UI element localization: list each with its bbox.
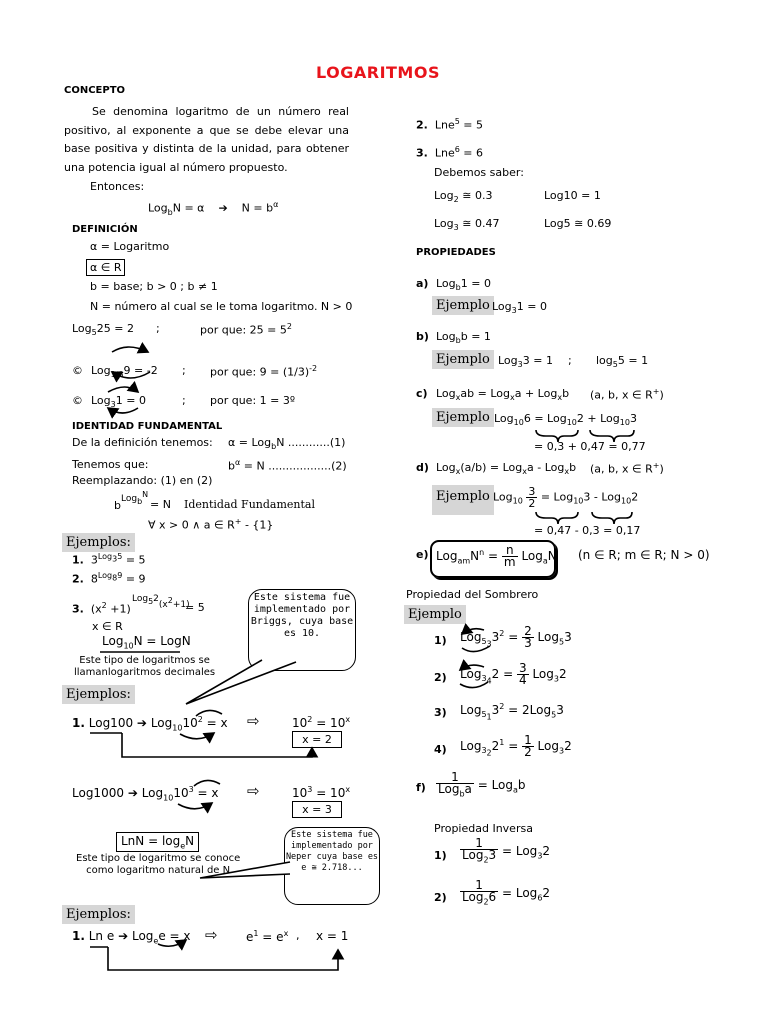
sombrero-1-label: 1) xyxy=(434,634,447,647)
concepto-heading: CONCEPTO xyxy=(64,85,126,96)
fraction: $\frac{1}{2}$ xyxy=(524,733,532,759)
identidad-line2: Tenemos que: xyxy=(72,458,149,471)
identity-formula: bLog$_b^N$ xyxy=(114,490,149,512)
prop-d-condition: (a, b, x ∈ R+) xyxy=(590,461,664,476)
prop-b-example: Log$_3$3 = 1 xyxy=(498,354,553,370)
ln-e-result: x = 1 xyxy=(316,929,349,943)
example-log3: Log$_3$1 = 0 xyxy=(91,394,146,410)
briggs-bubble: Este sistema fue implementado por Briggs, cuya base es 10. xyxy=(248,589,356,671)
sombrero-2: Log$_{3_4}$2 = $\frac{3}{4}$ Log$_3$2 xyxy=(460,661,567,687)
bullet-icon: © xyxy=(72,364,83,377)
inversa-1: $\frac{1}{Log_23}$ = Log$_3$2 xyxy=(462,836,551,865)
ejemplo-label: Ejemplo xyxy=(404,605,466,624)
inversa-1-label: 1) xyxy=(434,849,447,862)
page-title: LOGARITMOS xyxy=(316,63,440,82)
neper-bubble: Este sistema fue implementado por Neper cuya base es e ≅ 2.718... xyxy=(284,827,380,905)
propiedades-heading: PROPIEDADES xyxy=(416,247,496,258)
ejemplo-3-result: = 5 xyxy=(185,601,205,614)
prop-c-label: c) xyxy=(416,387,428,400)
ln-e-power: $e^1 = e^x$ xyxy=(246,929,289,944)
ln-e-sep: , xyxy=(296,929,300,942)
sombrero-heading: Propiedad del Sombrero xyxy=(406,588,539,601)
identidad-line2-formula: $b^\alpha = N$ ..................(2) xyxy=(228,458,347,473)
natural-note: Este tipo de logaritmo se conoce como logaritmo natural de N xyxy=(76,853,241,876)
log1000-example: Log1000 ➔ $Log_{10}10^3 = x$ xyxy=(72,785,219,803)
definicion-heading: DEFINICIÓN xyxy=(72,224,138,235)
prop-c-formula: Log$_x$ab = Log$_x$a + Log$_x$b xyxy=(436,387,570,403)
identidad-heading: IDENTIDAD FUNDAMENTAL xyxy=(72,421,223,432)
ln-definition-box: LnN = $\log_eN$ xyxy=(116,832,199,852)
sombrero-2-label: 2) xyxy=(434,671,447,684)
example-log3-reason: por que: 1 = 3º xyxy=(210,394,296,407)
definition-formula: Log$_b$N = α ➔ $N = b^\alpha$ xyxy=(148,200,279,217)
implies-icon: ⇨ xyxy=(247,712,260,730)
prop-d-example: Log$_{10}$ $\frac{3}{2}$ = Log$_{10}$3 - Log$_{10}$2 xyxy=(493,485,639,510)
prop-d-label: d) xyxy=(416,461,429,474)
example-log3-sep: ; xyxy=(182,394,186,407)
prop-f-formula: $\frac{1}{Log_ba}$ = Log$_a$b xyxy=(438,770,526,799)
implies-icon: ⇨ xyxy=(247,782,260,800)
bullet-icon: © xyxy=(72,394,83,407)
inversa-2-label: 2) xyxy=(434,891,447,904)
known-log3: Log$_3$ ≅ 0.47 xyxy=(434,217,500,233)
concepto-paragraph: Se denomina logaritmo de un número real positivo, al exponente a que se debe elevar una base positiva y distinta de la unidad, para obtener una potencia igual al número propuesto. xyxy=(64,105,349,174)
prop-e-label: e) xyxy=(416,548,429,561)
identidad-line3: Reemplazando: (1) en (2) xyxy=(72,474,213,487)
prop-c-condition: (a, b, x ∈ R+) xyxy=(590,387,664,402)
base-line: b = base; b > 0 ; b ≠ 1 xyxy=(90,280,218,293)
fraction: $\frac{1}{Log_ba}$ xyxy=(438,770,472,799)
ejemplo-3: 3. $(x^2 +1)$ xyxy=(72,601,131,616)
log10-definition: Log$_{10}$N = LogN xyxy=(102,634,191,651)
sombrero-1: $Log_{5_3}3^2$ = $\frac{2}{3}$ Log$_5$3 xyxy=(460,624,572,650)
fraction: $\frac{1}{Log_26}$ xyxy=(462,878,497,907)
prop-b-label: b) xyxy=(416,330,429,343)
fraction: $\frac{1}{Log_23}$ xyxy=(462,836,497,865)
prop-e-condition: (n ∈ R; m ∈ R; N > 0) xyxy=(578,548,710,562)
entonces-label: Entonces: xyxy=(90,180,145,193)
ejemplo-label: Ejemplo xyxy=(432,296,494,315)
fraction: $\frac{n}{m}$ xyxy=(503,543,516,569)
ejemplo-3-cond: x ∈ R xyxy=(92,620,123,633)
alpha-box: α ∈ R xyxy=(86,259,125,276)
prop-d-result: = 0,47 - 0,3 = 0,17 xyxy=(534,524,641,537)
identidad-line1: De la definición tenemos: xyxy=(72,436,213,449)
implies-icon: ⇨ xyxy=(205,926,218,944)
inversa-heading: Propiedad Inversa xyxy=(434,822,533,835)
ejemplo-label: Ejemplo xyxy=(432,408,494,427)
sombrero-4: $Log_{3_2}2^1$ = $\frac{1}{2}$ Log$_3$2 xyxy=(460,733,572,759)
ln-e-example: 1. Ln e ➔ Log$_e$e = x xyxy=(72,929,191,946)
log1000-power: $10^3 = 10^x$ xyxy=(292,785,351,800)
prop-e-formula: $Log_{am}N^n$ = $\frac{n}{m}$ Log$_a$N xyxy=(436,543,557,569)
example-log5-reason: por que: $25 = 5^2$ xyxy=(200,322,292,337)
n-line: N = número al cual se le toma logaritmo. N > 0 xyxy=(90,300,353,313)
prop-f-label: f) xyxy=(416,781,426,794)
fraction: $\frac{2}{3}$ xyxy=(524,624,532,650)
example-log13-sep: ; xyxy=(182,364,186,377)
ejemplo-1: 1. $3^{Log_35} = 5$ xyxy=(72,552,146,567)
example-log5-sep: ; xyxy=(156,322,160,335)
ejemplo-2: 2. $8^{Log_89} = 9$ xyxy=(72,571,146,586)
log1000-result-box: x = 3 xyxy=(292,801,342,818)
log100-power: $10^2 = 10^x$ xyxy=(292,715,351,730)
ejemplo-3-exponent: $Log_52(x^2+1)$ xyxy=(132,594,190,610)
ejemplos-heading-3: Ejemplos: xyxy=(62,905,135,924)
decimal-note: Este tipo de logaritmos se llamanlogaritmos decimales xyxy=(74,655,216,678)
known-log2: Log$_2$ ≅ 0.3 xyxy=(434,189,493,205)
ejemplos-heading: Ejemplos: xyxy=(62,533,135,552)
ejemplos-heading-2: Ejemplos: xyxy=(62,685,135,704)
fraction: $\frac{3}{4}$ xyxy=(518,661,527,687)
prop-d-formula: Log$_x$(a/b) = Log$_x$a - Log$_x$b xyxy=(436,461,577,477)
prop-a-label: a) xyxy=(416,277,429,290)
known-log10: Log10 = 1 xyxy=(544,189,601,202)
fraction: $\frac{3}{2}$ xyxy=(528,485,536,510)
identidad-line1-formula: α = Log$_b$N ............(1) xyxy=(228,436,346,452)
ejemplo-label: Ejemplo xyxy=(432,350,494,369)
example-log5: Log$_5$25 = 2 xyxy=(72,322,134,338)
example-log13: Log$_{1/3}$9 = -2 xyxy=(91,364,158,380)
log100-result-box: x = 2 xyxy=(292,731,342,748)
debemos-saber: Debemos saber: xyxy=(434,166,524,179)
inversa-2: $\frac{1}{Log_26}$ = Log$_6$2 xyxy=(462,878,551,907)
ejemplo-label: Ejemplo xyxy=(432,485,494,515)
prop-c-example: Log$_{10}$6 = Log$_{10}$2 + Log$_{10}$3 xyxy=(494,412,637,428)
sombrero-3: $Log_{5_1}3^2 = 2Log_53$ xyxy=(460,702,564,722)
right-example-3: 3. Lne$^6$ = 6 xyxy=(416,145,484,160)
sombrero-3-label: 3) xyxy=(434,706,447,719)
example-log13-reason: por que: $9 = (1/3)^{-2}$ xyxy=(210,364,318,379)
known-log5: Log5 ≅ 0.69 xyxy=(544,217,612,230)
identity-eq: = N xyxy=(150,498,171,511)
log100-example: 1. Log100 ➔ $Log_{10}10^2 = x$ xyxy=(72,715,228,733)
identity-condition: ∀ x > 0 ∧ a ∈ R+ - {1} xyxy=(148,517,274,532)
prop-b-example-2: $\log_55 = 1$ xyxy=(596,354,649,370)
prop-a-example: Log$_3$1 = 0 xyxy=(492,300,547,316)
prop-a-formula: Log$_b$1 = 0 xyxy=(436,277,491,293)
prop-c-result: = 0,3 + 0,47 = 0,77 xyxy=(534,440,646,453)
alpha-line: α = Logaritmo xyxy=(90,240,170,253)
identity-name: Identidad Fundamental xyxy=(184,498,315,511)
sombrero-4-label: 4) xyxy=(434,743,447,756)
prop-b-formula: Log$_b$b = 1 xyxy=(436,330,491,346)
prop-b-example-sep: ; xyxy=(568,354,572,367)
right-example-2: 2. Lne$^5$ = 5 xyxy=(416,117,484,132)
